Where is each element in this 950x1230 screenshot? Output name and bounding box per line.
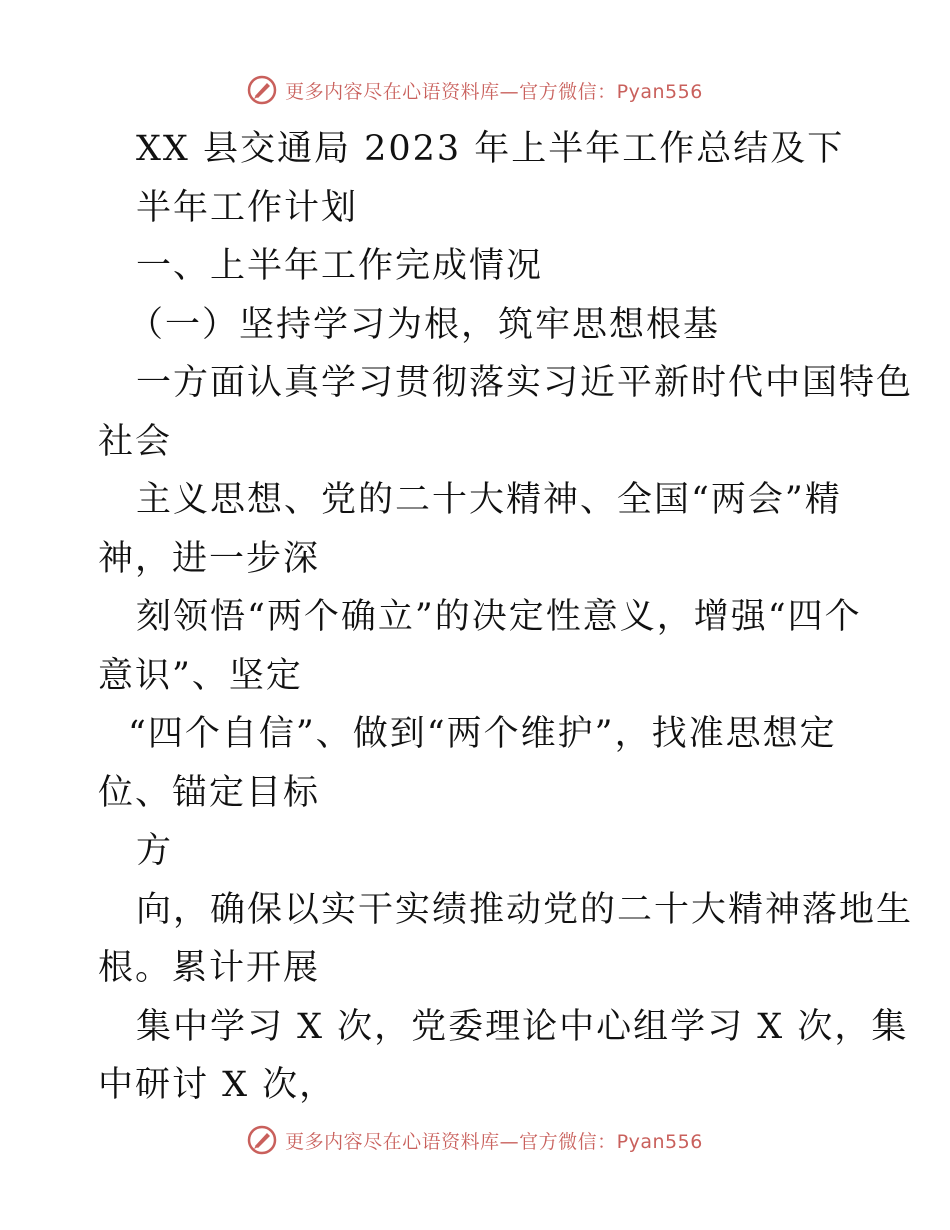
body-line: 社会	[98, 421, 173, 462]
watermark-text: 更多内容尽在心语资料库—官方微信：Pyan556	[285, 1130, 703, 1153]
header-watermark-banner	[0, 70, 950, 110]
body-line: 向，确保以实干实绩推动党的二十大精神落地生	[136, 889, 914, 930]
subsection-heading: （一）坚持学习为根，筑牢思想根基	[128, 304, 721, 345]
watermark-text: 更多内容尽在心语资料库—官方微信：Pyan556	[285, 80, 703, 103]
body-line: 刻领悟“两个确立”的决定性意义，增强“四个	[136, 597, 862, 637]
body-line: 位、锚定目标	[98, 772, 321, 813]
body-line: 意识”、坚定	[98, 655, 303, 696]
body-line: 根。累计开展	[98, 948, 321, 988]
body-line: 主义思想、党的二十大精神、全国“两会”精	[136, 480, 842, 520]
document-title: XX 县交通局 2023 年上半年工作总结及下	[136, 129, 845, 169]
body-line: 方	[136, 831, 174, 871]
document-title-continued: 半年工作计划	[136, 187, 359, 228]
body-line: 神，进一步深	[98, 538, 321, 579]
body-line: “四个自信”、做到“两个维护”，找准思想定	[128, 714, 837, 754]
body-line: 中研讨 X 次，	[98, 1065, 337, 1105]
document-body	[98, 120, 914, 1115]
quill-seal-icon	[247, 75, 277, 105]
body-line: 集中学习 X 次，党委理论中心组学习 X 次，集	[136, 1006, 909, 1047]
section-heading: 一、上半年工作完成情况	[136, 246, 544, 286]
quill-seal-icon	[247, 1125, 277, 1155]
body-line: 一方面认真学习贯彻落实习近平新时代中国特色	[136, 363, 914, 403]
footer-watermark-banner	[0, 1120, 950, 1160]
